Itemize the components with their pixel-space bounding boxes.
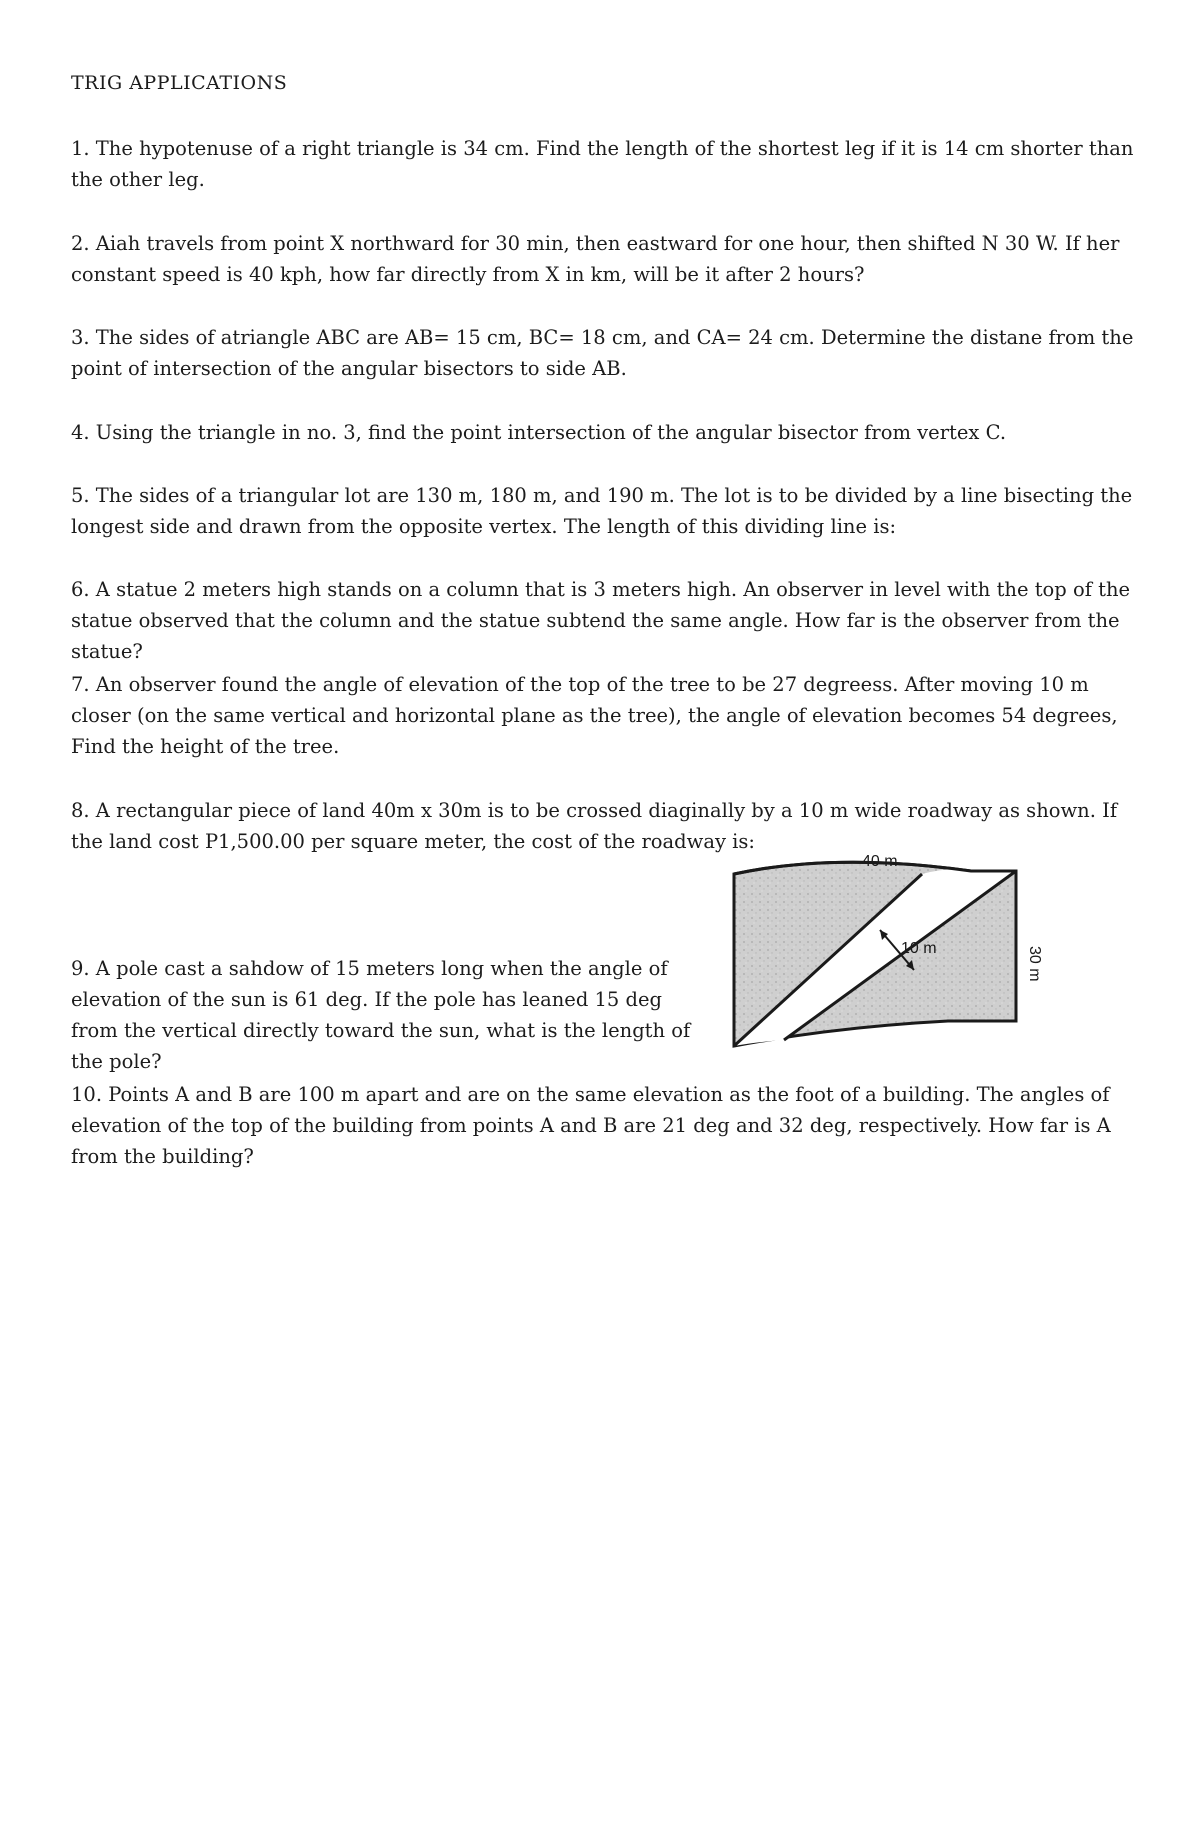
problem-10: 10. Points A and B are 100 m apart and are on the same elevation as the foot of a building. The angles of elevation of the top of the building from points A and B are 21 deg and 32 deg, respectively. How far is A from the building? <box>71 1083 1111 1168</box>
problem-1: 1. The hypotenuse of a right triangle is 34 cm. Find the length of the shortest leg if it is 14 cm shorter than the other leg. <box>71 137 1134 191</box>
problem-2: 2. Aiah travels from point X northward for 30 min, then eastward for one hour, then shifted N 30 W. If her constant speed is 40 kph, how far directly from X in km, will be it after 2 hours? <box>71 232 1120 286</box>
problem-9: 9. A pole cast a sahdow of 15 meters long when the angle of elevation of the sun is 61 deg. If the pole has leaned 15 deg from the vertical directly toward the sun, what is the length of the pole? <box>71 957 691 1073</box>
page-title: TRIG APPLICATIONS <box>71 72 288 94</box>
road-label: 10 m <box>901 940 937 957</box>
roadway-figure <box>726 844 1056 1059</box>
problem-5: 5. The sides of a triangular lot are 130 m, 180 m, and 190 m. The lot is to be divided by a line bisecting the longest side and drawn from the opposite vertex. The length of this dividing line is: <box>71 484 1133 538</box>
problem-4: 4. Using the triangle in no. 3, find the point intersection of the angular bisector from vertex C. <box>71 421 1007 444</box>
roadway-diagram <box>726 844 1056 1059</box>
problem-6: 6. A statue 2 meters high stands on a column that is 3 meters high. An observer in level with the top of the statue observed that the column and the statue subtend the same angle. How far is the observer from the statue? <box>71 578 1131 663</box>
width-label: 40 m <box>862 853 898 870</box>
height-label: 30 m <box>1026 946 1043 982</box>
problem-7: 7. An observer found the angle of elevation of the top of the tree to be 27 degreess. After moving 10 m closer (on the same vertical and horizontal plane as the tree), the angle of elevation becomes 54 degrees, Find the height of the tree. <box>71 673 1118 758</box>
problem-8: 8. A rectangular piece of land 40m x 30m is to be crossed diaginally by a 10 m wide roadway as shown. If the land cost P1,500.00 per square meter, the cost of the roadway is: <box>71 799 1118 853</box>
problem-3: 3. The sides of atriangle ABC are AB= 15 cm, BC= 18 cm, and CA= 24 cm. Determine the distane from the point of intersection of the angular bisectors to side AB. <box>71 326 1134 380</box>
